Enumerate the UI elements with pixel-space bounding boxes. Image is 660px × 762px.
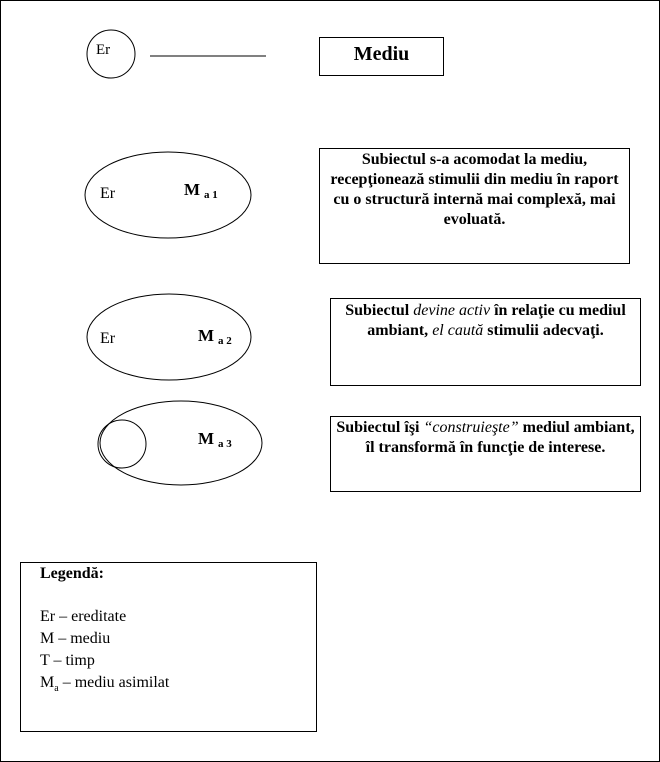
stage-3-text: [333, 418, 638, 458]
er-circle-top: [87, 30, 135, 78]
ma2-m: M: [198, 326, 215, 345]
stage-2-text-a: Subiectul: [345, 302, 414, 319]
ma3-label: [198, 430, 232, 453]
legend-t: T – timp: [40, 652, 95, 669]
er-label-top: Er: [96, 42, 111, 58]
ellipse-stage-3: [100, 401, 262, 485]
ma3-sub: a 3: [218, 438, 232, 450]
stage-2-text-d: el caută: [432, 322, 484, 339]
ma1-label: [184, 181, 218, 204]
stage-3-text-a: Subiectul îşi: [336, 419, 424, 436]
legend-m: M – mediu: [40, 630, 111, 647]
stage-3-text-c: mediul ambiant, îl transformă în funcţie de interese.: [365, 419, 635, 456]
stage-3-text-b: “construieşte”: [423, 419, 519, 436]
ma3-m: M: [198, 429, 215, 448]
mediu-label: Mediu: [353, 43, 410, 65]
ma2-sub: a 2: [218, 335, 232, 347]
stage-2-text-b: devine activ: [413, 302, 491, 319]
legend-er: Er – ereditate: [40, 608, 127, 625]
stage-2-text-c: în relaţie cu mediul ambiant,: [367, 302, 626, 339]
legend-ma: [40, 672, 169, 700]
er-circle-inner: [98, 420, 146, 468]
stage-2-text-e: stimulii adecvaţi.: [483, 322, 604, 339]
legend-ma-rest: – mediu asimilat: [58, 674, 170, 691]
ma1-m: M: [184, 180, 201, 199]
er-label-stage-2: Er: [100, 330, 116, 347]
ma2-label: [198, 327, 232, 350]
legend-title: Legendă:: [40, 565, 104, 582]
legend-ma-base: M: [40, 674, 55, 691]
stage-1-text: Subiectul s-a acomodat la mediu, recepţionează stimulii din mediu în raport cu o structură internă mai complexă, mai evoluată.: [330, 151, 619, 228]
ma1-sub: a 1: [204, 189, 218, 201]
er-label-stage-1: Er: [100, 185, 116, 202]
legend-ma-sub: a: [54, 683, 59, 695]
stage-2-text: [333, 301, 638, 341]
